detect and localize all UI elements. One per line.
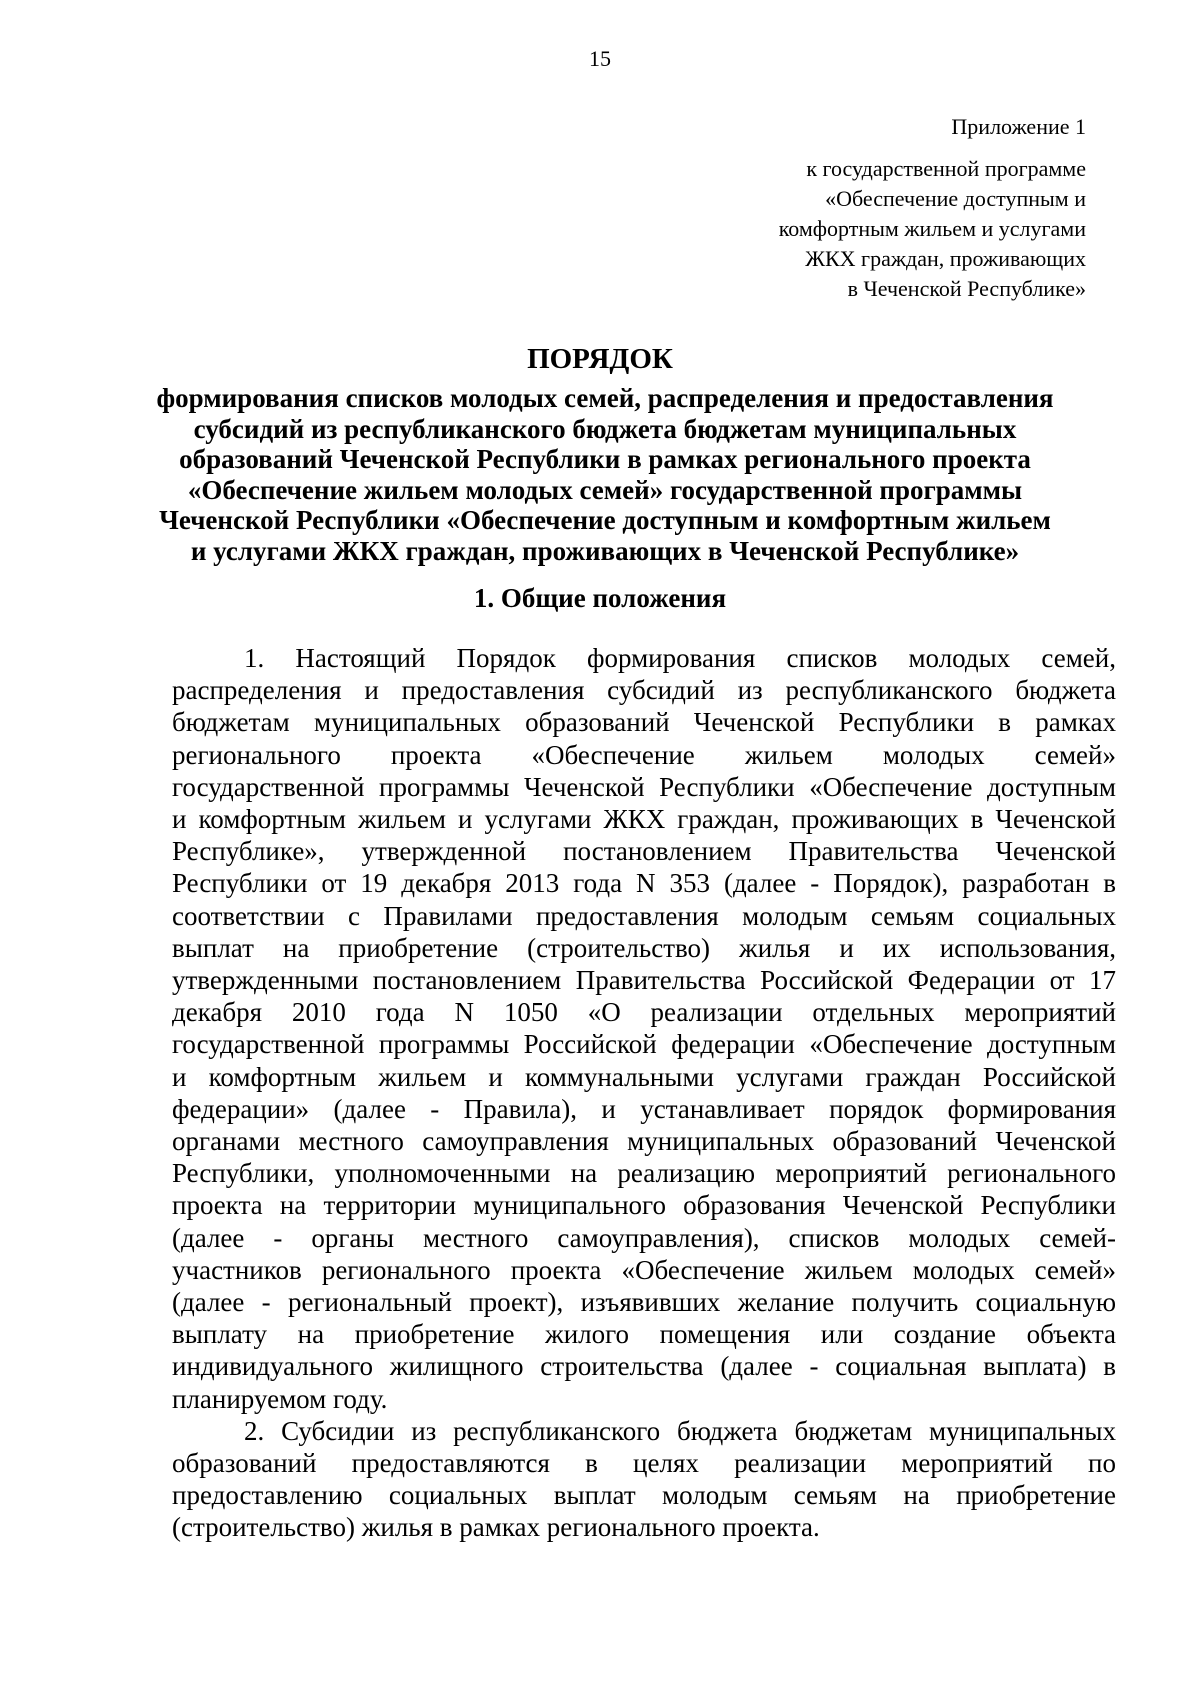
text-line: органами местного самоуправления муниципальных образований Чеченской [172,1126,1116,1157]
appendix-line: ЖКХ граждан, проживающих [805,246,1086,271]
text-line: выплату на приобретение жилого помещения или создание объекта [172,1319,1116,1350]
appendix-label: Приложение 1 [951,114,1086,139]
body-text [172,642,1116,1544]
text-line: планируемом году. [172,1383,388,1414]
appendix-line: «Обеспечение доступным и [825,186,1086,211]
appendix-line: в Чеченской Республике» [847,276,1086,301]
text-line: соответствии с Правилами предоставления молодым семьям социальных [172,900,1116,931]
text-line: Республике», утвержденной постановлением Правительства Чеченской [172,836,1116,867]
text-line: образований предоставляются в целях реализации мероприятий по [172,1448,1116,1479]
subtitle-line: формирования списков молодых семей, распределения и предоставления [156,383,1054,413]
appendix-line: комфортным жильем и услугами [778,216,1086,241]
text-line: 2. Субсидии из республиканского бюджета бюджетам муниципальных [244,1415,1116,1446]
text-line: декабря 2010 года N 1050 «О реализации отдельных мероприятий [172,997,1116,1028]
text-line: Республики, уполномоченными на реализацию мероприятий регионального [172,1158,1116,1189]
subtitle-line: и услугами ЖКХ граждан, проживающих в Чеченской Республике» [190,535,1020,566]
text-line: Республики от 19 декабря 2013 года N 353 (далее - Порядок), разработан в [172,868,1116,899]
text-line: выплат на приобретение (строительство) жилья и их использования, [172,932,1116,963]
text-line: и комфортным жильем и коммунальными услугами граждан Российской [172,1061,1116,1092]
text-line: индивидуального жилищного строительства (далее - социальная выплата) в [172,1351,1116,1382]
text-line: распределения и предоставления субсидий из республиканского бюджета [172,675,1116,706]
document-title: ПОРЯДОК [527,343,673,375]
text-line: участников регионального проекта «Обеспечение жильем молодых семей» [172,1254,1116,1285]
subtitle-line: Чеченской Республики «Обеспечение доступным и комфортным жильем [159,505,1051,535]
text-line: утвержденными постановлением Правительства Российской Федерации от 17 [172,965,1116,996]
text-line: регионального проекта «Обеспечение жильем молодых семей» [172,739,1116,770]
appendix-line: к государственной программе [806,156,1086,181]
paragraph-1 [172,642,1116,1415]
text-line: государственной программы Чеченской Республики «Обеспечение доступным [172,771,1116,802]
page-number: 15 [589,46,611,71]
subtitle-line: образований Чеченской Республики в рамках регионального проекта [179,444,1031,474]
subtitle-line: субсидий из республиканского бюджета бюджетам муниципальных [193,413,1017,444]
text-line: 1. Настоящий Порядок формирования списков молодых семей, [244,643,1116,673]
appendix-description [666,154,1086,304]
text-line: федерации» (далее - Правила), и устанавливает порядок формирования [172,1093,1116,1124]
paragraph-2 [172,1415,1116,1544]
text-line: (строительство) жилья в рамках регионального проекта. [172,1512,820,1543]
text-line: (далее - региональный проект), изъявивших желание получить социальную [172,1287,1116,1318]
text-line: предоставлению социальных выплат молодым семьям на приобретение [172,1480,1116,1511]
text-line: (далее - органы местного самоуправления), списков молодых семей- [172,1222,1116,1253]
document-subtitle [150,383,1060,566]
subtitle-line: «Обеспечение жильем молодых семей» государственной программы [187,474,1023,505]
text-line: бюджетам муниципальных образований Чеченской Республики в рамках [172,707,1116,738]
text-line: и комфортным жильем и услугами ЖКХ граждан, проживающих в Чеченской [172,804,1116,835]
text-line: государственной программы Российской федерации «Обеспечение доступным [172,1029,1116,1060]
section-heading: 1. Общие положения [473,583,727,613]
text-line: проекта на территории муниципального образования Чеченской Республики [172,1190,1116,1221]
